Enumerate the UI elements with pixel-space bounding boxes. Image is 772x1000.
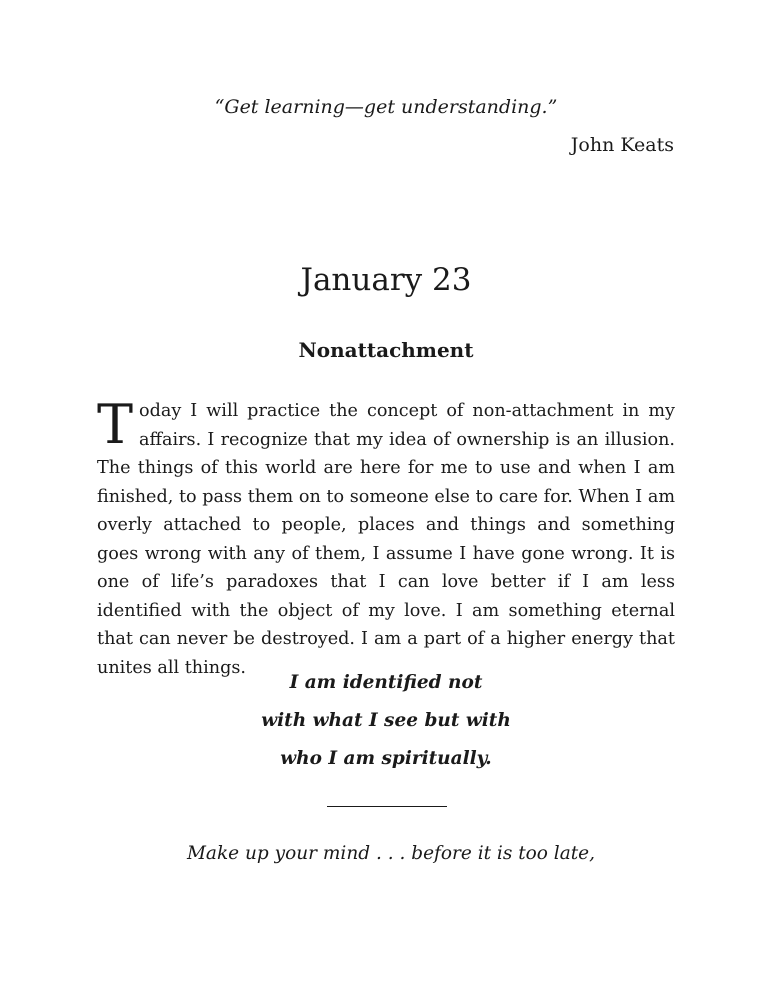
affirmation-line: I am identified not (289, 672, 483, 693)
next-entry-quote: Make up your mind . . . before it is too late, (186, 843, 596, 864)
section-divider (327, 806, 447, 807)
epigraph-author: John Keats (570, 134, 674, 156)
epigraph-quote: “Get learning—get understanding.” (214, 96, 558, 118)
entry-topic-heading: Nonattachment (298, 338, 474, 362)
affirmation-block (0, 664, 772, 778)
entry-date-heading: January 23 (300, 262, 472, 298)
drop-cap-letter: T (97, 393, 134, 456)
entry-body-text: oday I will practice the concept of non-attachment in my affairs. I recognize that my idea of ownership is an illusion. The things of this world are here for me to use and when I am finished, to pass them on to someone else to care for. When I am overly attached to people, places and things and something goes wrong with any of them, I assume I have gone wrong. It is one of life’s paradoxes that I can love better if I am less identified with the object of my love. I am something eternal that can never be destroyed. I am a part of a higher energy that unites all things. (97, 401, 675, 678)
entry-body-paragraph (97, 393, 675, 682)
affirmation-line: who I am spiritually. (280, 748, 492, 769)
affirmation-line: with what I see but with (261, 710, 511, 731)
